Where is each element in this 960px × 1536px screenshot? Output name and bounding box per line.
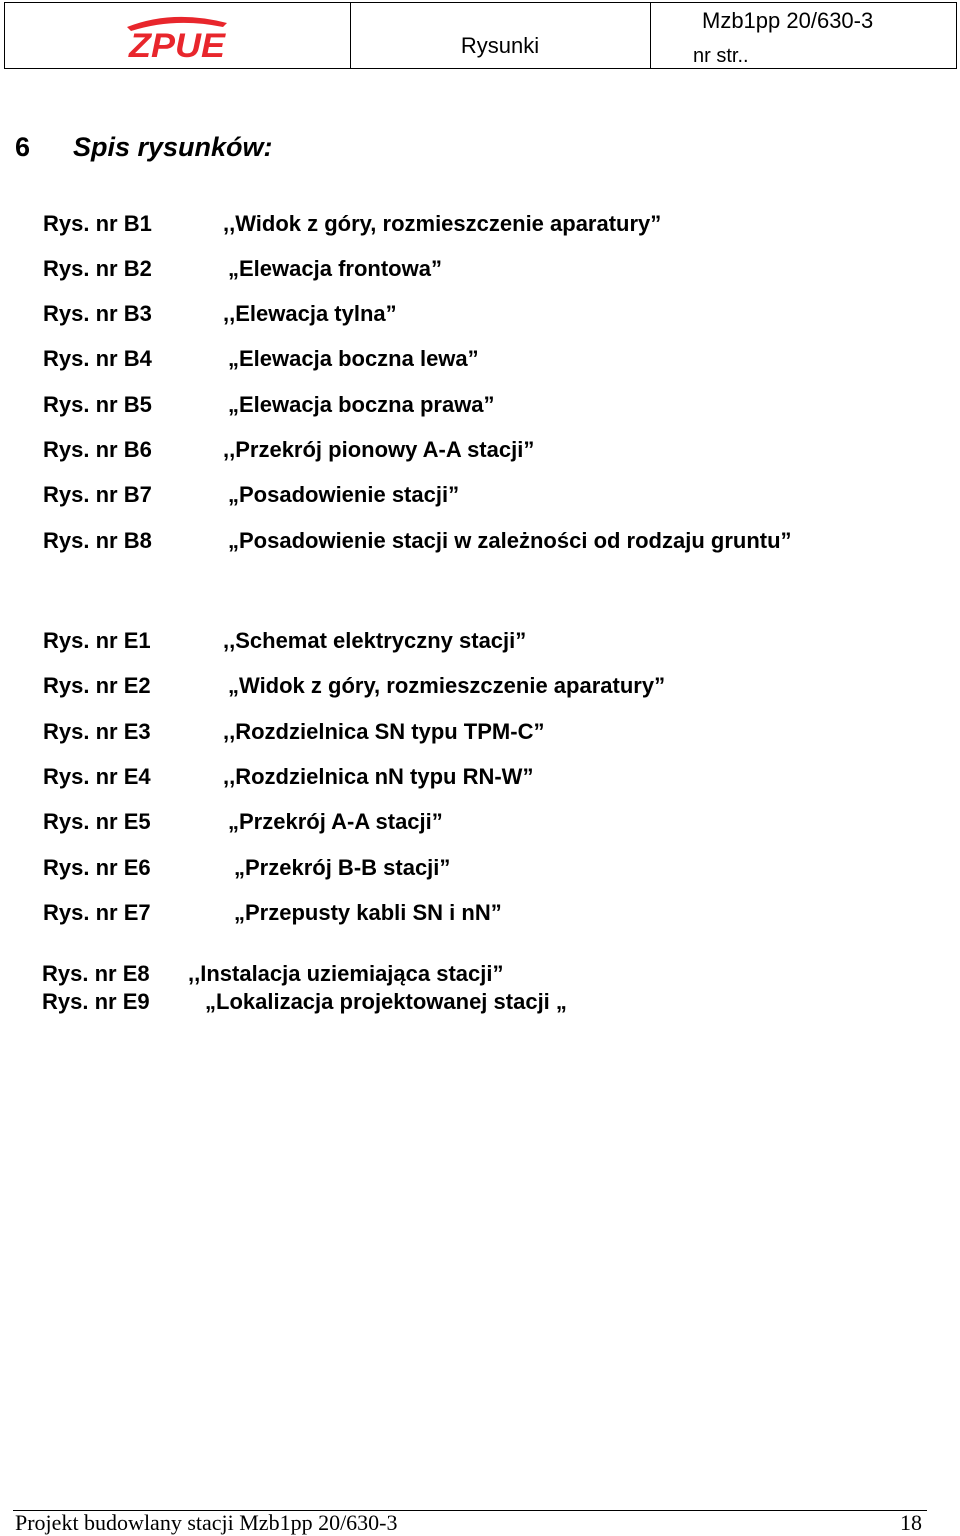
drawing-title: „Widok z góry, rozmieszczenie aparatury” <box>228 673 666 698</box>
footer-page-number: 18 <box>900 1510 922 1535</box>
drawing-id: Rys. nr E7 <box>43 900 151 925</box>
section-number: 6 <box>15 132 31 162</box>
drawing-id: Rys. nr E2 <box>43 673 151 698</box>
drawing-title: „Przekrój B-B stacji” <box>234 855 451 880</box>
drawing-title: „Posadowienie stacji” <box>228 482 460 507</box>
drawing-id: Rys. nr B2 <box>43 256 152 281</box>
drawing-id: Rys. nr B8 <box>43 528 152 553</box>
drawing-title: ,,Elewacja tylna” <box>223 301 397 326</box>
header-logo-cell <box>5 3 351 68</box>
drawing-title: ,,Przekrój pionowy A-A stacji” <box>223 437 535 462</box>
header-title: Rysunki <box>460 33 540 58</box>
zpue-logo-graphic <box>123 13 233 61</box>
footer-project-title: Projekt budowlany stacji Mzb1pp 20/630-3 <box>15 1510 398 1535</box>
drawing-id: Rys. nr E6 <box>43 855 151 880</box>
drawing-id: Rys. nr B7 <box>43 482 152 507</box>
drawing-title: ,,Rozdzielnica nN typu RN-W” <box>223 764 534 789</box>
drawing-title: „Lokalizacja projektowanej stacji „ <box>205 989 567 1014</box>
drawing-title: ,,Instalacja uziemiająca stacji” <box>188 961 504 986</box>
drawing-title: „Elewacja boczna prawa” <box>228 392 495 417</box>
drawing-title: „Elewacja boczna lewa” <box>228 346 479 371</box>
drawing-title: ,,Rozdzielnica SN typu TPM-C” <box>223 719 545 744</box>
drawing-id: Rys. nr B3 <box>43 301 152 326</box>
drawing-title: „Przekrój A-A stacji” <box>228 809 443 834</box>
drawing-id: Rys. nr B6 <box>43 437 152 462</box>
zpue-logo <box>123 13 233 61</box>
drawing-title: ,,Widok z góry, rozmieszczenie aparatury” <box>223 211 662 236</box>
document-code: Mzb1pp 20/630-3 <box>702 8 874 33</box>
drawing-id: Rys. nr E3 <box>43 719 151 744</box>
drawing-id: Rys. nr E1 <box>43 628 151 653</box>
drawing-id: Rys. nr E9 <box>42 989 150 1014</box>
drawing-id: Rys. nr E4 <box>43 764 151 789</box>
drawing-title: „Posadowienie stacji w zależności od rodzaju gruntu” <box>228 528 792 553</box>
drawing-id: Rys. nr B5 <box>43 392 152 417</box>
logo-wordmark: ZPUE <box>127 27 227 61</box>
header-title-cell <box>350 3 651 68</box>
drawing-title: „Przepusty kabli SN i nN” <box>234 900 502 925</box>
page-header <box>4 2 957 69</box>
drawing-id: Rys. nr B4 <box>43 346 152 371</box>
drawing-id: Rys. nr B1 <box>43 211 152 236</box>
section-heading <box>15 132 273 163</box>
drawing-id: Rys. nr E8 <box>42 961 150 986</box>
page-reference: nr str.. <box>693 45 749 67</box>
drawing-title: „Elewacja frontowa” <box>228 256 442 281</box>
header-ref-cell <box>650 3 956 68</box>
section-title: Spis rysunków: <box>73 132 273 162</box>
drawing-title: ,,Schemat elektryczny stacji” <box>223 628 527 653</box>
drawing-id: Rys. nr E5 <box>43 809 151 834</box>
